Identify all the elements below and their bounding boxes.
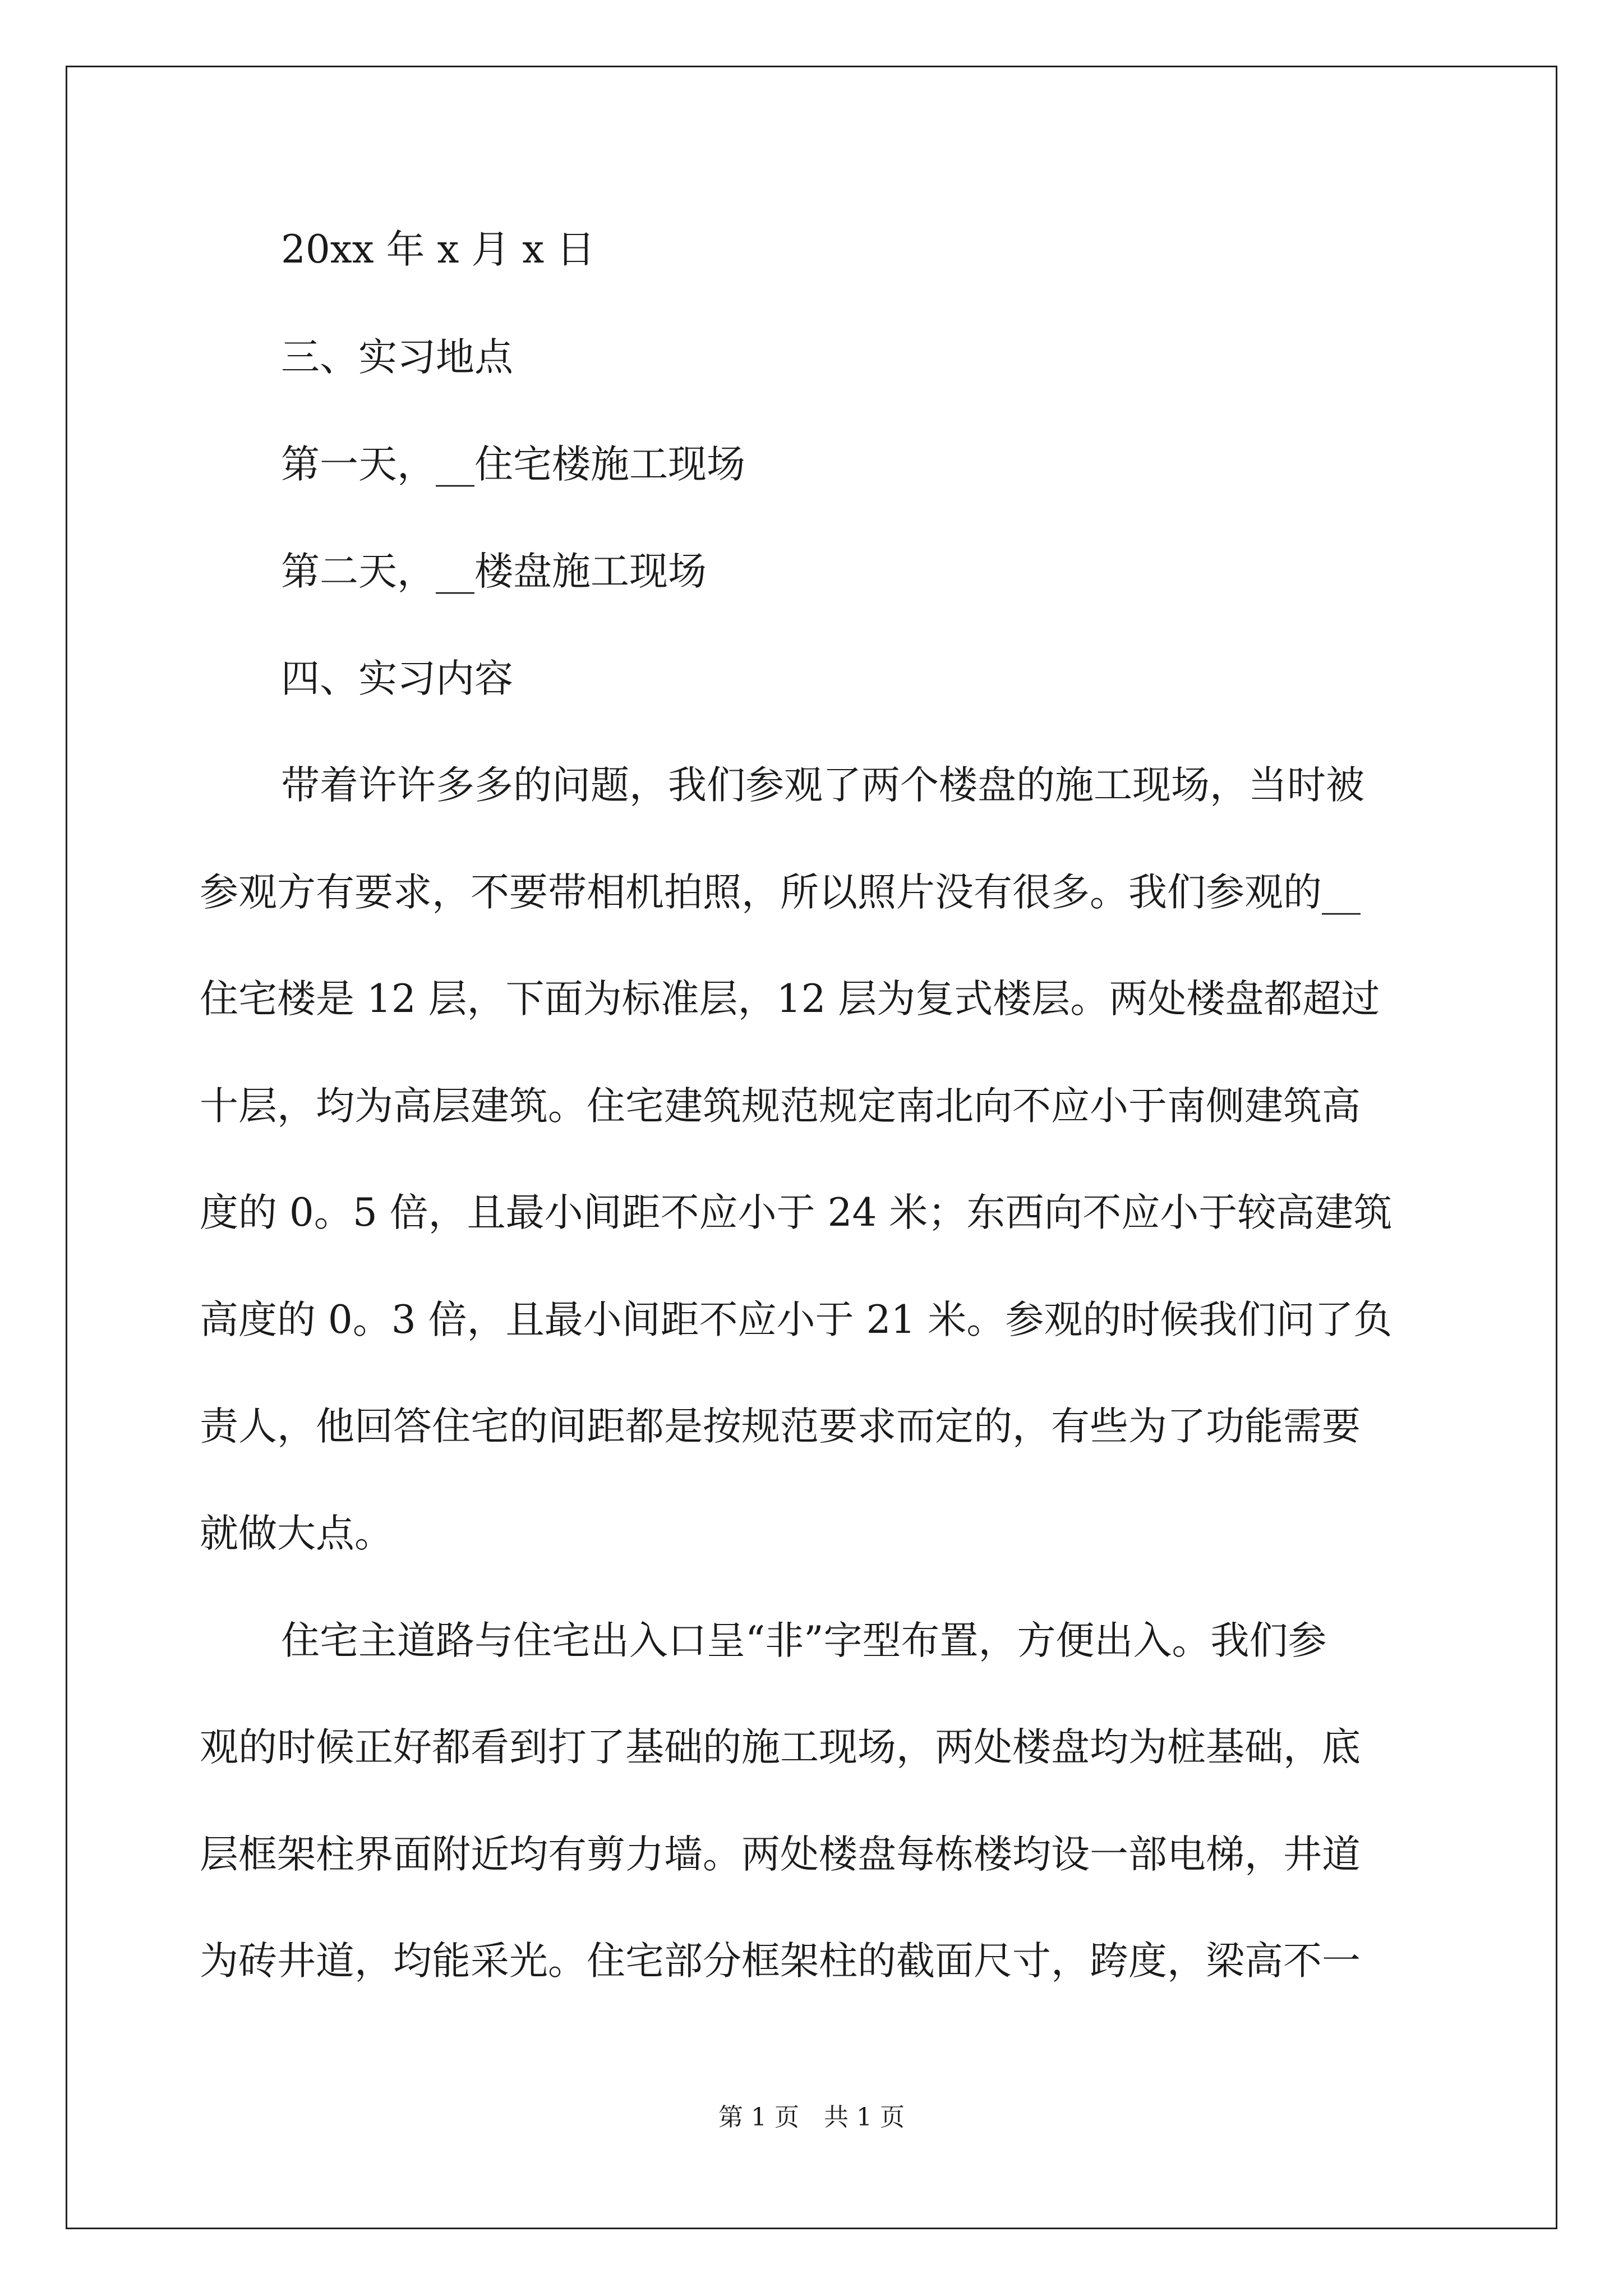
paragraph-line: 住宅主道路与住宅出入口呈“非”字型布置，方便出入。我们参 — [281, 1618, 1327, 1663]
paragraph-line: 高度的 0。3 倍，且最小间距不应小于 21 米。参观的时候我们问了负 — [200, 1297, 1393, 1342]
page-footer: 第 1 页 共 1 页 — [718, 2103, 905, 2132]
paragraph-line: 度的 0。5 倍，且最小间距不应小于 24 米；东西向不应小于较高建筑 — [200, 1190, 1393, 1235]
paragraph-line: 带着许许多多的问题，我们参观了两个楼盘的施工现场，当时被 — [281, 763, 1364, 808]
paragraph-line: 观的时候正好都看到打了基础的施工现场，两处楼盘均为桩基础，底 — [200, 1725, 1361, 1770]
paragraph-line: 为砖井道，均能采光。住宅部分框架柱的截面尺寸，跨度，梁高不一 — [200, 1939, 1361, 1984]
paragraph-line: 十层，均为高层建筑。住宅建筑规范规定南北向不应小于南侧建筑高 — [200, 1084, 1361, 1129]
section-heading-location: 三、实习地点 — [281, 335, 513, 380]
page-border — [66, 66, 1557, 2229]
paragraph-line: 住宅楼是 12 层，下面为标准层，12 层为复式楼层。两处楼盘都超过 — [200, 977, 1380, 1022]
location-day-two: 第二天，__楼盘施工现场 — [281, 549, 707, 594]
paragraph-line: 参观方有要求，不要带相机拍照，所以照片没有很多。我们参观的__ — [200, 870, 1361, 915]
paragraph-line: 责人，他回答住宅的间距都是按规范要求而定的，有些为了功能需要 — [200, 1404, 1361, 1449]
section-heading-content: 四、实习内容 — [281, 656, 513, 701]
paragraph-line: 层框架柱界面附近均有剪力墙。两处楼盘每栋楼均设一部电梯，井道 — [200, 1832, 1361, 1877]
location-day-one: 第一天，__住宅楼施工现场 — [281, 442, 745, 487]
paragraph-line: 就做大点。 — [200, 1511, 393, 1556]
date-line: 20xx 年 x 月 x 日 — [281, 227, 596, 272]
